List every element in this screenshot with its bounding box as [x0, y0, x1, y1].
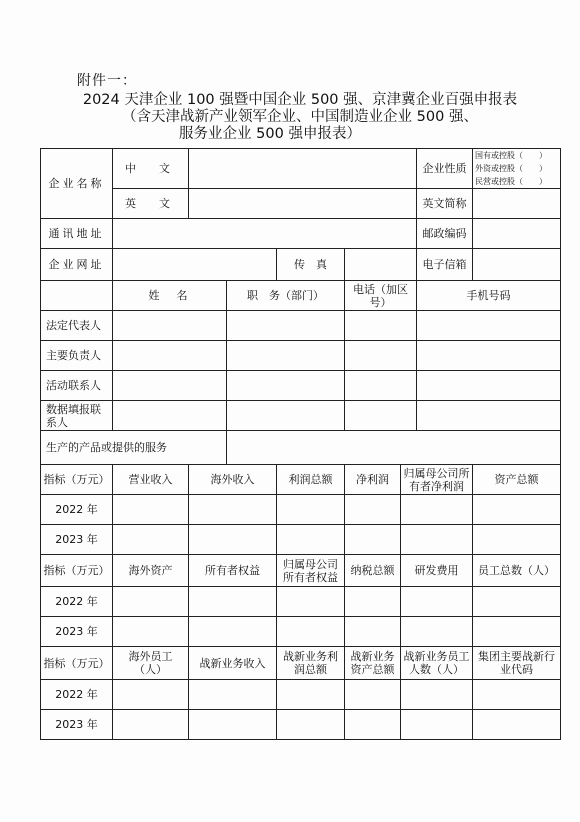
g2-col-6: 员工总数（人） — [473, 555, 561, 587]
data-contact-mobile[interactable] — [417, 401, 561, 431]
g3-2022-c6[interactable] — [473, 680, 561, 710]
english-abbr-label: 英文简称 — [417, 189, 473, 219]
g1-col-3: 利润总额 — [277, 465, 345, 495]
col-phone: 电话（加区号） — [345, 281, 417, 311]
activity-contact-mobile[interactable] — [417, 371, 561, 401]
g2-col-1: 海外资产 — [113, 555, 189, 587]
g3-col-5: 战新业务员工人数（人） — [401, 647, 473, 680]
legal-rep-label: 法定代表人 — [41, 311, 113, 341]
english-abbr-field[interactable] — [473, 189, 561, 219]
g3-2022-c3[interactable] — [277, 680, 345, 710]
g2-col-4: 纳税总额 — [345, 555, 401, 587]
g1-col-1: 营业收入 — [113, 465, 189, 495]
activity-contact-phone[interactable] — [345, 371, 417, 401]
g2-2022-c6[interactable] — [473, 587, 561, 617]
g3-2023-c1[interactable] — [113, 710, 189, 740]
g2-2022-c3[interactable] — [277, 587, 345, 617]
products-label: 生产的产品或提供的服务 — [41, 431, 227, 465]
address-field[interactable] — [113, 219, 417, 249]
ownership-foreign[interactable]: 外资或控股（ ） — [475, 164, 548, 173]
g3-2022-c5[interactable] — [401, 680, 473, 710]
g2-col-5: 研发费用 — [401, 555, 473, 587]
data-contact-label: 数据填报联系人 — [41, 401, 113, 431]
company-nature-label: 企业性质 — [417, 149, 473, 189]
email-label: 电子信箱 — [417, 249, 473, 281]
principal-mobile[interactable] — [417, 341, 561, 371]
g3-2023-c4[interactable] — [345, 710, 401, 740]
activity-contact-position[interactable] — [227, 371, 345, 401]
g2-2023-c4[interactable] — [345, 617, 401, 647]
g3-col-3: 战新业务利润总额 — [277, 647, 345, 680]
g3-year-2023: 2023 年 — [41, 710, 113, 740]
g1-2023-c2[interactable] — [189, 525, 277, 555]
col-mobile: 手机号码 — [417, 281, 561, 311]
company-name-label: 企业名称 — [41, 149, 113, 219]
website-label: 企业网址 — [41, 249, 113, 281]
g1-2022-c5[interactable] — [401, 495, 473, 525]
data-contact-name[interactable] — [113, 401, 227, 431]
g1-2022-c4[interactable] — [345, 495, 401, 525]
g2-2023-c1[interactable] — [113, 617, 189, 647]
g3-col-1: 海外员工（人） — [113, 647, 189, 680]
g2-2022-c1[interactable] — [113, 587, 189, 617]
g2-col-2: 所有者权益 — [189, 555, 277, 587]
attachment-label: 附件一： — [77, 73, 137, 89]
g1-col-6: 资产总额 — [473, 465, 561, 495]
contacts-corner — [41, 281, 113, 311]
indicator-label-2: 指标（万元） — [41, 555, 113, 587]
g3-col-4: 战新业务资产总额 — [345, 647, 401, 680]
g1-2022-c6[interactable] — [473, 495, 561, 525]
col-position: 职 务（部门） — [227, 281, 345, 311]
g2-2023-c3[interactable] — [277, 617, 345, 647]
g1-2023-c1[interactable] — [113, 525, 189, 555]
g2-year-2022: 2022 年 — [41, 587, 113, 617]
fax-label: 传 真 — [277, 249, 345, 281]
english-name-field[interactable] — [189, 189, 417, 219]
col-name: 姓 名 — [113, 281, 227, 311]
application-table — [40, 148, 561, 740]
ownership-private[interactable]: 民营或控股（ ） — [475, 177, 548, 186]
legal-rep-name[interactable] — [113, 311, 227, 341]
products-field[interactable] — [227, 431, 561, 465]
postcode-field[interactable] — [473, 219, 561, 249]
g2-2022-c5[interactable] — [401, 587, 473, 617]
legal-rep-mobile[interactable] — [417, 311, 561, 341]
ownership-state[interactable]: 国有或控股（ ） — [475, 151, 548, 160]
data-contact-phone[interactable] — [345, 401, 417, 431]
postcode-label: 邮政编码 — [417, 219, 473, 249]
g2-2023-c2[interactable] — [189, 617, 277, 647]
g1-col-5: 归属母公司所有者净利润 — [401, 465, 473, 495]
g3-2022-c4[interactable] — [345, 680, 401, 710]
g3-col-6: 集团主要战新行业代码 — [473, 647, 561, 680]
principal-name[interactable] — [113, 341, 227, 371]
principal-position[interactable] — [227, 341, 345, 371]
data-contact-position[interactable] — [227, 401, 345, 431]
g3-2022-c1[interactable] — [113, 680, 189, 710]
g2-2022-c4[interactable] — [345, 587, 401, 617]
english-name-label: 英 文 — [113, 189, 189, 219]
g1-2023-c5[interactable] — [401, 525, 473, 555]
ownership-options[interactable] — [473, 149, 561, 189]
g3-2023-c5[interactable] — [401, 710, 473, 740]
g3-2023-c2[interactable] — [189, 710, 277, 740]
principal-phone[interactable] — [345, 341, 417, 371]
legal-rep-phone[interactable] — [345, 311, 417, 341]
g2-col-3: 归属母公司所有者权益 — [277, 555, 345, 587]
g3-year-2022: 2022 年 — [41, 680, 113, 710]
email-field[interactable] — [473, 249, 561, 281]
g1-2022-c2[interactable] — [189, 495, 277, 525]
g3-col-2: 战新业务收入 — [189, 647, 277, 680]
g2-2023-c5[interactable] — [401, 617, 473, 647]
legal-rep-position[interactable] — [227, 311, 345, 341]
g1-col-2: 海外收入 — [189, 465, 277, 495]
g3-2022-c2[interactable] — [189, 680, 277, 710]
g2-2022-c2[interactable] — [189, 587, 277, 617]
principal-label: 主要负责人 — [41, 341, 113, 371]
activity-contact-label: 活动联系人 — [41, 371, 113, 401]
chinese-name-label: 中 文 — [113, 149, 189, 189]
g1-2022-c3[interactable] — [277, 495, 345, 525]
g2-2023-c6[interactable] — [473, 617, 561, 647]
activity-contact-name[interactable] — [113, 371, 227, 401]
g3-2023-c3[interactable] — [277, 710, 345, 740]
g3-2023-c6[interactable] — [473, 710, 561, 740]
title-line-1: 2024 天津企业 100 强暨中国企业 500 强、京津冀企业百强申报表 — [82, 92, 518, 108]
address-label: 通讯地址 — [41, 219, 113, 249]
indicator-label-1: 指标（万元） — [41, 465, 113, 495]
g1-col-4: 净利润 — [345, 465, 401, 495]
g1-2023-c4[interactable] — [345, 525, 401, 555]
form-title — [40, 92, 560, 143]
g2-year-2023: 2023 年 — [41, 617, 113, 647]
g1-2022-c1[interactable] — [113, 495, 189, 525]
indicator-label-3: 指标（万元） — [41, 647, 113, 680]
website-field[interactable] — [113, 249, 277, 281]
title-line-2: （含天津战新产业领军企业、中国制造业企业 500 强、 — [122, 109, 478, 125]
g1-2023-c6[interactable] — [473, 525, 561, 555]
g1-year-2022: 2022 年 — [41, 495, 113, 525]
chinese-name-field[interactable] — [189, 149, 417, 189]
g1-year-2023: 2023 年 — [41, 525, 113, 555]
title-line-3: 服务业企业 500 强申报表） — [179, 126, 361, 142]
fax-field[interactable] — [345, 249, 417, 281]
g1-2023-c3[interactable] — [277, 525, 345, 555]
